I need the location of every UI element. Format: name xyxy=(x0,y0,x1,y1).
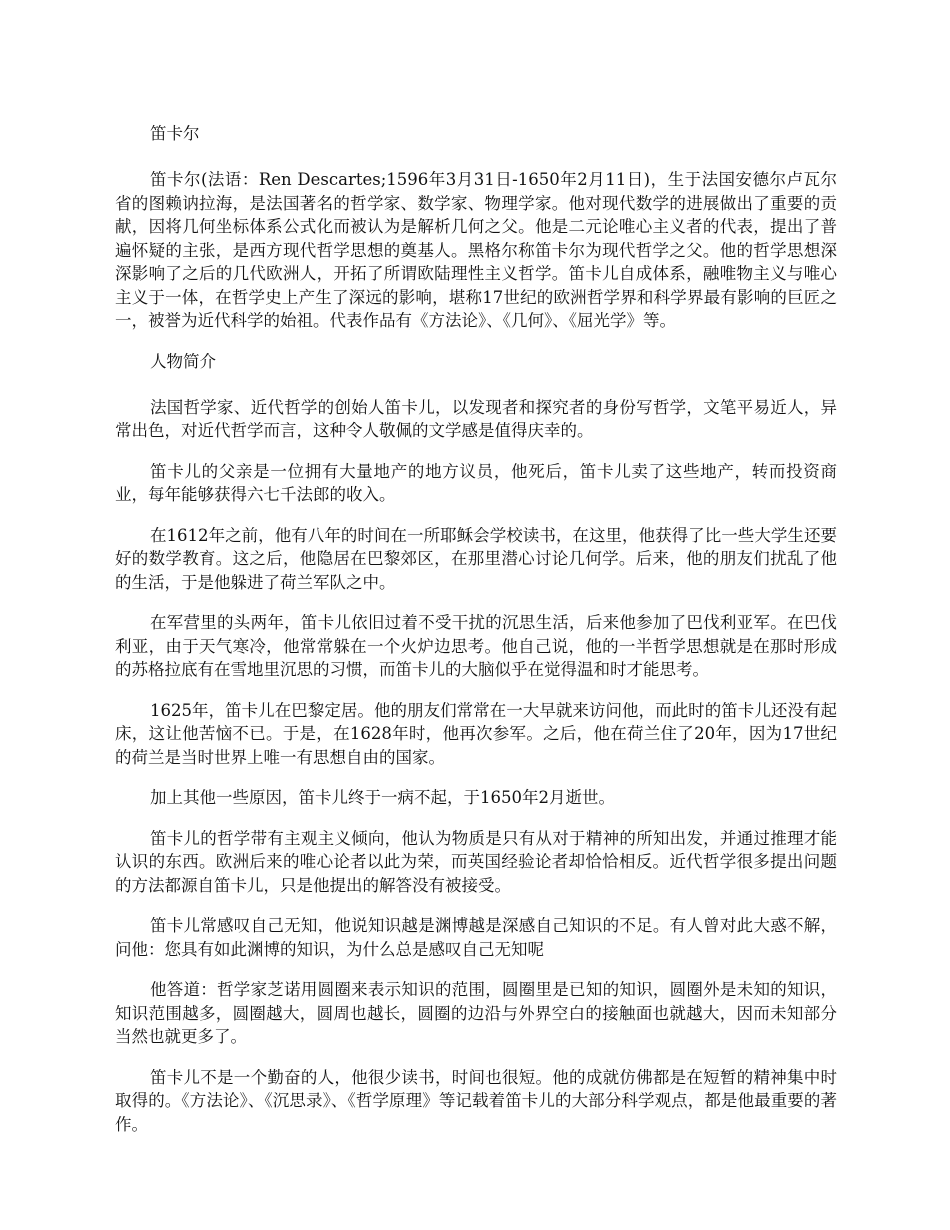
document-title: 笛卡尔 xyxy=(150,124,200,143)
body-paragraph: 加上其他一些原因，笛卡儿终于一病不起，于1650年2月逝世。 xyxy=(150,788,615,807)
body-paragraph: 笛卡儿不是一个勤奋的人，他很少读书，时间也很短。他的成就仿佛都是在短暂的精神集中时取得的。《方法论》、《沉思录》、《哲学原理》等记载着笛卡儿的大部分科学观点，都是他最重要的著作。 xyxy=(115,1067,837,1134)
body-paragraph: 1625年，笛卡儿在巴黎定居。他的朋友们常常在一大早就来访问他，而此时的笛卡儿还没有起床，这让他苦恼不已。于是，在1628年时，他再次参军。之后，他在荷兰住了20年，因为17世纪的荷兰是当时世界上唯一有思想自由的国家。 xyxy=(115,700,837,767)
body-paragraph: 在1612年之前，他有八年的时间在一所耶稣会学校读书，在这里，他获得了比一些大学生还要好的数学教育。这之后，他隐居在巴黎郊区，在那里潜心讨论几何学。后来，他的朋友们扰乱了他的生活，于是他躲进了荷兰军队之中。 xyxy=(115,525,837,592)
body-paragraph: 他答道：哲学家芝诺用圆圈来表示知识的范围，圆圈里是已知的知识，圆圈外是未知的知识，知识范围越多，圆圈越大，圆周也越长，圆圈的边沿与外界空白的接触面也就越大，因而未知部分当然也就更多了。 xyxy=(115,980,837,1046)
section-title: 人物简介 xyxy=(150,351,216,371)
body-paragraph: 法国哲学家、近代哲学的创始人笛卡儿，以发现者和探究者的身份写哲学，文笔平易近人，异常出色，对近代哲学而言，这种令人敬佩的文学感是值得庆幸的。 xyxy=(115,397,837,440)
intro-paragraph: 笛卡尔(法语：Ren Descartes;1596年3月31日-1650年2月11日)，生于法国安德尔卢瓦尔省的图赖讷拉海，是法国著名的哲学家、数学家、物理学家。他对现代数学的进展做出了重要的贡献，因将几何坐标体系公式化而被认为是解析几何之父。他是二元论唯心主义者的代表，提出了普遍怀疑的主张，是西方现代哲学思想的奠基人。黑格尔称笛卡尔为现代哲学之父。他的哲学思想深深影响了之后的几代欧洲人，开拓了所谓欧陆理性主义哲学。笛卡儿自成体系，融唯物主义与唯心主义于一体，在哲学史上产生了深远的影响，堪称17世纪的欧洲哲学界和科学界最有影响的巨匠之一，被誉为近代科学的始祖。代表作品有《方法论》、《几何》、《屈光学》等。 xyxy=(115,170,837,330)
body-paragraph: 笛卡儿的哲学带有主观主义倾向，他认为物质是只有从对于精神的所知出发，并通过推理才能认识的东西。欧洲后来的唯心论者以此为荣，而英国经验论者却恰恰相反。近代哲学很多提出问题的方法都源自笛卡儿，只是他提出的解答没有被接受。 xyxy=(115,828,837,895)
body-paragraph: 在军营里的头两年，笛卡儿依旧过着不受干扰的沉思生活，后来他参加了巴伐利亚军。在巴伐利亚，由于天气寒冷，他常常躲在一个火炉边思考。他自己说，他的一半哲学思想就是在那时形成的苏格拉底有在雪地里沉思的习惯，而笛卡儿的大脑似乎在觉得温和时才能思考。 xyxy=(115,613,837,679)
body-paragraph: 笛卡儿的父亲是一位拥有大量地产的地方议员，他死后，笛卡儿卖了这些地产，转而投资商业，每年能够获得六七千法郎的收入。 xyxy=(115,461,837,504)
body-paragraph: 笛卡儿常感叹自己无知，他说知识越是渊博越是深感自己知识的不足。有人曾对此大惑不解，问他：您具有如此渊博的知识，为什么总是感叹自己无知呢 xyxy=(115,916,837,959)
